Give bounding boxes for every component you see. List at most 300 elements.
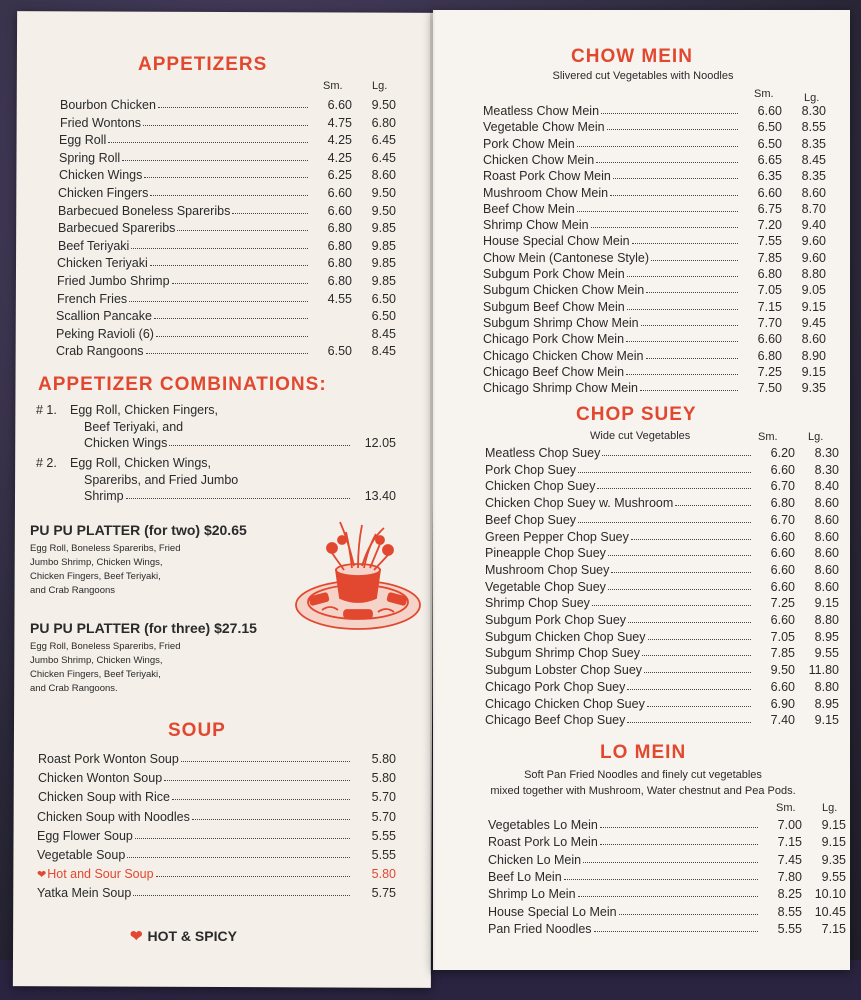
menu-item-row [483,263,826,281]
menu-item-row [37,825,396,843]
item-name: Chicken Chop Suey [485,479,596,494]
item-name: Subgum Chicken Chow Mein [483,283,645,298]
platter-two-name: PU PU PLATTER (for two) [30,522,201,538]
hot-spicy-label: HOT & SPICY [147,928,237,944]
combo-2 [36,455,57,472]
item-name: Subgum Pork Chop Suey [485,613,627,627]
price: 5.80 [371,771,396,786]
item-name: House Special Chow Mein [483,234,630,249]
dot-leader [156,876,350,877]
item-name: Shrimp Lo Mein [488,887,576,902]
menu-item-row [56,305,396,323]
price-large: 8.45 [371,344,396,359]
price-small: 4.25 [327,150,352,165]
lo-mein-col-lg: Lg. [822,802,838,814]
price-small: 7.50 [757,381,782,396]
price-large: 9.15 [814,713,839,728]
price-small: 6.60 [770,562,795,577]
item-name: Crab Rangoons [56,344,144,359]
price-small: 7.45 [777,852,802,867]
dot-leader [164,780,350,781]
price-large: 9.55 [814,646,839,661]
price-large: 8.30 [814,446,839,460]
price-small: 6.60 [770,462,795,477]
item-name [38,771,162,785]
dot-leader [158,107,308,108]
price-large: 8.90 [801,348,826,363]
dot-leader [675,505,751,506]
dot-leader [156,336,308,337]
item-name: Subgum Shrimp Chop Suey [485,646,640,661]
menu-item-row [483,361,826,379]
dot-leader [177,230,308,231]
price-small: 6.60 [327,98,352,112]
item-name: Subgum Lobster Chop Suey [485,663,643,678]
menu-item-row [485,592,839,610]
menu-item-row [483,182,826,200]
price-large: 8.95 [814,696,839,711]
dot-leader [597,488,751,489]
item-name: Fried Jumbo Shrimp [57,274,170,288]
platter-two-title [30,522,247,538]
combo-2-line1: Egg Roll, Chicken Wings, [70,456,212,470]
menu-item-row [56,340,396,358]
price-large: 8.60 [801,185,826,200]
dot-leader [601,113,738,114]
menu-item-row [488,866,846,884]
price-small: 6.60 [757,185,782,200]
item-name: Subgum Pork Chow Mein [483,267,625,281]
chow-mein-col-sm: Sm. [754,88,774,100]
price-small: 6.60 [757,332,782,347]
combo-1 [36,402,57,419]
price-large: 9.05 [801,283,826,298]
price: 5.55 [371,828,396,843]
dot-leader [626,341,738,342]
item-name: House Special Lo Mein [488,904,617,919]
menu-item-row [38,748,396,766]
item-name: Chicken Fingers [58,186,149,200]
menu-item-row [483,214,826,232]
item-name: Scallion Pancake [56,309,152,324]
price-large: 9.60 [801,234,826,249]
platter-three-desc [30,640,181,696]
menu-item-row [483,116,826,134]
menu-item-row [58,200,396,218]
menu-item-row [485,459,839,477]
combo-2-line2: Spareribs, and Fried Jumbo [84,473,239,487]
price-large: 10.10 [814,887,846,902]
menu-item-row [56,323,396,341]
item-name: Peking Ravioli (6) [56,326,154,341]
item-name: Spring Roll [59,150,121,165]
price-large: 8.60 [814,546,839,561]
dot-leader [608,555,751,556]
dot-leader [135,838,350,839]
item-name: Pork Chow Mein [483,136,575,151]
item-name: Bourbon Chicken [60,98,156,112]
menu-item-row [38,786,396,804]
chow-mein-col-lg: Lg. [804,92,820,104]
dot-leader [651,260,738,261]
item-name: Meatless Chop Suey [485,446,601,460]
item-name-text: Yatka Mein Soup [37,886,132,901]
chop-suey-col-sm: Sm. [758,431,778,443]
combo-1-line1: Egg Roll, Chicken Fingers, [70,403,218,417]
dot-leader [192,819,350,820]
item-name-text: Chicken Wonton Soup [38,771,163,786]
price-small: 4.25 [327,133,352,148]
dot-leader [644,672,751,673]
item-name [37,848,125,862]
menu-item-row [483,165,826,183]
menu-item-row [58,235,396,253]
chop-suey-col-lg: Lg. [808,431,824,443]
menu-item-row [37,806,396,824]
price-small: 6.80 [327,274,352,288]
menu-item-row [488,883,846,901]
price-small: 6.50 [327,344,352,359]
item-name: Roast Pork Lo Mein [488,835,598,850]
item-name: Vegetable Chop Suey [485,579,606,594]
dot-leader [646,358,739,359]
item-name: Chicago Beef Chow Mein [483,364,625,379]
menu-item-row [59,164,396,182]
dot-leader [108,142,308,143]
price-large: 9.50 [371,203,396,218]
price-large: 8.95 [814,629,839,644]
platter-three-title [30,620,257,636]
price-small: 6.80 [757,267,782,281]
price-small: 6.65 [757,152,782,167]
dot-leader [642,655,751,656]
menu-item-row [485,709,839,727]
price-small: 7.05 [757,283,782,298]
price: 5.70 [371,790,396,805]
item-name-text: Roast Pork Wonton Soup [38,752,179,766]
price-large: 9.15 [801,299,826,314]
item-name [37,810,190,824]
price-small: 6.50 [757,136,782,151]
price-small: 7.15 [757,299,782,314]
price-large: 8.45 [371,326,396,341]
price-small: 4.55 [327,291,352,306]
price-small: 7.40 [770,713,795,728]
price-large: 7.15 [821,921,846,936]
price-large: 8.40 [814,479,839,494]
dot-leader [592,605,751,606]
price-small: 7.85 [757,250,782,265]
item-name: Chicken Chow Mein [483,152,595,167]
price-small: 7.20 [757,218,782,233]
menu-item-row [483,377,826,395]
item-name: Chicken Lo Mein [488,852,582,867]
price-large: 9.85 [371,238,396,253]
dot-leader [131,248,308,249]
dot-leader [610,195,738,196]
menu-item-row [488,831,846,849]
item-name: Beef Lo Mein [488,869,562,884]
appetizers-title: APPETIZERS [138,54,268,75]
price-small: 6.80 [327,238,352,253]
price-large: 8.55 [801,120,826,135]
menu-item-row [485,542,839,560]
price-small: 6.80 [770,496,795,511]
price-large: 8.60 [371,168,396,183]
price-large: 8.80 [814,679,839,694]
price-small: 5.55 [777,921,802,936]
price-small: 7.25 [757,364,782,379]
menu-item-row [485,659,839,677]
menu-item-row [483,230,826,248]
menu-item-row [483,312,826,330]
dot-leader [646,292,738,293]
item-name: Chicago Beef Chop Suey [485,713,626,728]
price-small: 6.80 [757,348,782,363]
item-name: Meatless Chow Mein [483,104,600,118]
item-name: Subgum Beef Chow Mein [483,299,625,314]
price-large: 8.60 [814,496,839,511]
price-small: 6.50 [757,120,782,135]
combo-number: # 2. [36,456,57,470]
price: 5.75 [371,886,396,901]
dot-leader [144,177,308,178]
price-small: 6.25 [327,168,352,183]
item-name: Mushroom Chow Mein [483,185,609,200]
item-name: Subgum Shrimp Chow Mein [483,315,639,330]
price-large: 6.45 [371,133,396,148]
dot-leader [632,243,738,244]
menu-item-row [485,642,839,660]
price-small: 6.60 [770,529,795,544]
price-large: 8.30 [801,104,826,118]
item-name: Chicago Chicken Chow Mein [483,348,644,363]
price-large: 9.55 [821,869,846,884]
item-name [37,867,154,881]
item-name-text: Chicken Soup with Noodles [37,809,190,824]
item-name: Pork Chop Suey [485,462,577,477]
item-name [37,829,133,843]
combo-1-last: Chicken Wings [84,436,168,450]
price-small: 6.60 [770,579,795,594]
menu-item-row [57,252,396,270]
lo-mein-title: LO MEIN [600,742,687,763]
dot-leader [631,539,751,540]
price-large: 9.85 [371,274,396,288]
price-large: 9.15 [821,835,846,850]
dot-leader [640,390,738,391]
combinations-title: APPETIZER COMBINATIONS: [38,374,327,395]
price-large: 9.15 [814,596,839,611]
platter-two-price: $20.65 [203,522,247,538]
chow-mein-subtitle: Slivered cut Vegetables with Noodles [552,70,734,82]
menu-item-row [59,129,396,147]
menu-item-row [485,559,839,577]
menu-item-row [483,198,826,216]
dot-leader [583,862,758,863]
dot-leader [627,276,738,277]
price-large: 9.15 [801,364,826,379]
lo-mein-col-sm: Sm. [776,802,796,814]
item-name: Chicken Chop Suey w. Mushroom [485,496,674,511]
price-large: 8.60 [814,562,839,577]
platter-desc-line: Jumbo Shrimp, Chicken Wings, [30,557,163,568]
soup-title: SOUP [168,720,226,741]
item-name: Pan Fried Noodles [488,921,592,936]
dot-leader [611,572,751,573]
price-large: 9.15 [821,818,846,832]
item-name: Vegetable Chow Mein [483,120,605,135]
combo-1-price-row [84,432,396,450]
dot-leader [146,353,308,354]
price-large: 9.85 [371,221,396,236]
item-name: Green Pepper Chop Suey [485,529,629,544]
dot-leader [627,722,751,723]
item-name: Chicago Pork Chow Mein [483,332,625,347]
menu-item-row [37,882,396,900]
price-large: 8.80 [801,267,826,281]
platter-three-name: PU PU PLATTER (for three) [30,620,211,636]
price-small: 7.00 [777,818,802,832]
price-large: 9.60 [801,250,826,265]
menu-item-row [58,217,396,235]
menu-item-row [485,442,839,460]
appetizers-col-lg: Lg. [372,80,388,92]
menu-item-row [483,149,826,167]
item-name: Fried Wontons [60,115,142,130]
combo-2-price: 13.40 [364,489,396,503]
price-small: 6.60 [770,546,795,561]
price-large: 8.35 [801,169,826,184]
item-name: Mushroom Chop Suey [485,562,610,577]
menu-item-row [488,918,846,936]
menu-item-row [485,609,839,627]
hot-spicy-legend [130,927,237,945]
price-large: 9.85 [371,256,396,271]
dot-leader [143,125,308,126]
menu-item-row [60,112,396,130]
menu-item-row [483,100,826,118]
dot-leader [129,301,308,302]
price-small: 6.60 [327,186,352,200]
menu-item-row [488,814,846,832]
menu-item-row [483,328,826,346]
item-name-text: Chicken Soup with Rice [38,790,171,805]
price-large: 8.45 [801,152,826,167]
price-small: 7.15 [777,835,802,850]
price-large: 6.45 [371,150,396,165]
item-name-text: Hot and Sour Soup [47,867,154,882]
dot-leader [578,522,751,523]
item-name [38,752,179,766]
dot-leader [578,896,758,897]
price-small: 6.90 [770,696,795,711]
item-name: Chow Mein (Cantonese Style) [483,250,650,265]
dot-leader [232,213,308,214]
price-small: 6.60 [770,613,795,627]
item-name: Chicago Chicken Chop Suey [485,696,645,711]
dot-leader [172,799,350,800]
price-small: 8.25 [777,887,802,902]
item-name [37,886,131,900]
platter-desc-line: and Crab Rangoons [30,585,116,596]
price-large: 9.35 [801,381,826,396]
menu-item-row [485,526,839,544]
price: 5.80 [371,752,396,766]
item-name: Shrimp Chop Suey [485,596,590,611]
menu-item-row [485,509,839,527]
menu-item-row [488,901,846,919]
price-small: 6.70 [770,479,795,494]
dot-leader [628,622,751,623]
appetizers-col-sm: Sm. [323,80,343,92]
item-name: Beef Chow Mein [483,201,575,216]
item-name: Chicken Wings [59,168,143,183]
item-name: Shrimp Chow Mein [483,218,589,233]
combo-1-price: 12.05 [364,436,396,450]
menu-item-row [38,767,396,785]
menu-fold [430,10,436,975]
price-small: 6.35 [757,169,782,184]
menu-item-row [485,693,839,711]
menu-item-row [483,279,826,297]
price-small: 6.70 [770,512,795,527]
dot-leader [127,857,350,858]
price-large: 6.80 [371,115,396,130]
price-small: 6.60 [327,203,352,218]
dot-leader [619,914,758,915]
dot-leader [596,162,738,163]
price-small: 7.70 [757,315,782,330]
dot-leader [150,265,308,266]
price-small: 6.20 [770,446,795,460]
dot-leader [169,445,350,446]
combo-2-last: Shrimp [84,489,124,503]
menu-item-row [483,345,826,363]
item-name: Chicago Pork Chop Suey [485,679,626,694]
dot-leader [150,195,308,196]
item-name: Vegetables Lo Mein [488,818,598,832]
dot-leader [608,589,751,590]
platter-desc-line: Egg Roll, Boneless Spareribs, Fried [30,641,181,652]
dot-leader [564,879,758,880]
combo-1-line2: Beef Teriyaki, and [84,420,184,434]
menu-item-row [483,247,826,265]
price-large: 8.60 [801,332,826,347]
dot-leader [600,827,758,828]
price-large: 8.35 [801,136,826,151]
price-small: 6.80 [327,256,352,271]
price: 5.70 [371,809,396,824]
chop-suey-subtitle: Wide cut Vegetables [590,430,691,442]
menu-item-row [57,270,396,288]
chili-heart-icon: ❤ [37,869,47,882]
item-name: Barbecued Spareribs [58,221,176,236]
dot-leader [577,146,738,147]
price-small: 9.50 [770,663,795,678]
price-large: 9.50 [371,98,396,112]
item-name [38,790,170,804]
price-large: 8.60 [814,529,839,544]
platter-three-price: $27.15 [214,620,257,636]
lo-mein-subtitle-2: mixed together with Mushroom, Water chestnut and Pea Pods. [490,785,796,797]
menu-item-row [485,676,839,694]
item-name: Roast Pork Chow Mein [483,169,611,184]
menu-item-row [59,147,396,165]
chow-mein-title: CHOW MEIN [571,46,693,67]
menu-item-row [57,288,396,306]
price: 5.80 [371,867,396,882]
